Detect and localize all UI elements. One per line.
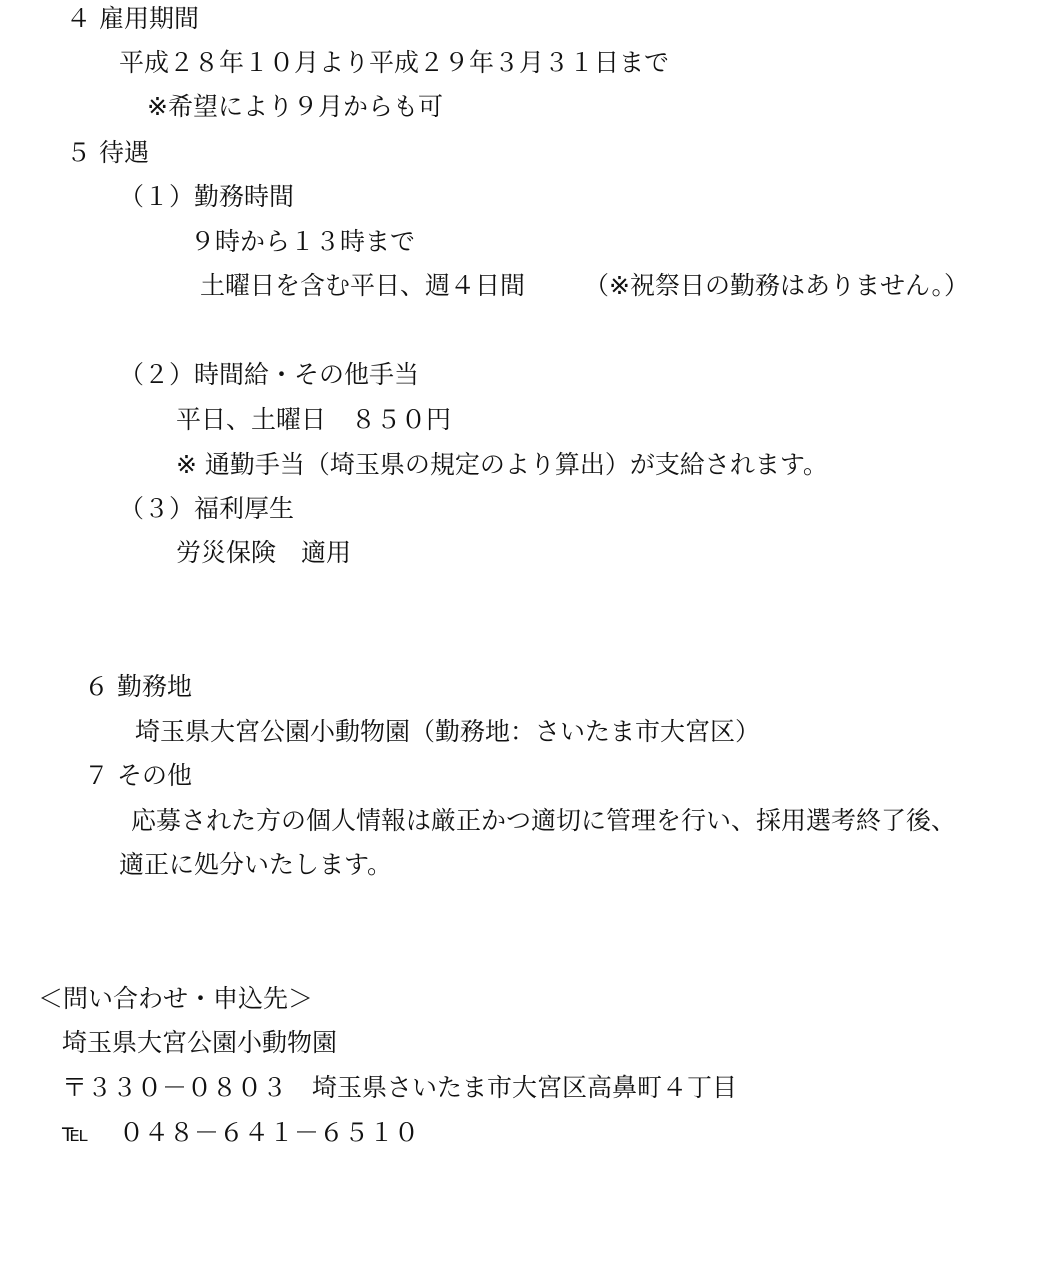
workplace-heading: ６ 勤務地 xyxy=(84,672,192,701)
contact-address: 〒３３０－０８０３ 埼玉県さいたま市大宮区高鼻町４丁目 xyxy=(62,1073,738,1102)
other-text-line1: 応募された方の個人情報は厳正かつ適切に管理を行い、採用選考終了後、 xyxy=(131,806,957,835)
wage-heading: （２）時間給・その他手当 xyxy=(119,360,420,389)
welfare-heading: （３）福利厚生 xyxy=(119,494,295,523)
welfare-insurance: 労災保険 適用 xyxy=(176,538,352,567)
work-hours-days: 土曜日を含む平日、週４日間 xyxy=(200,271,526,300)
other-text-line2: 適正に処分いたします。 xyxy=(119,850,393,879)
contact-heading: ＜問い合わせ・申込先＞ xyxy=(38,984,314,1013)
work-hours-time: ９時から１３時まで xyxy=(190,227,416,256)
contact-organization: 埼玉県大宮公園小動物園 xyxy=(62,1028,338,1057)
contact-tel-label: ℡ xyxy=(62,1118,89,1147)
employment-period-dates: 平成２８年１０月より平成２９年３月３１日まで xyxy=(119,48,670,77)
workplace-location: 埼玉県大宮公園小動物園（勤務地：さいたま市大宮区） xyxy=(135,717,761,746)
work-hours-holiday-note: （※祝祭日の勤務はありません。） xyxy=(584,271,969,300)
wage-rate: 平日、土曜日 ８５０円 xyxy=(176,405,452,434)
treatment-heading: ５ 待遇 xyxy=(66,138,149,167)
wage-commute-note: ※ 通勤手当（埼玉県の規定のより算出）が支給されます。 xyxy=(176,450,828,479)
work-hours-heading: （１）勤務時間 xyxy=(119,182,295,211)
contact-tel-number: ０４８－６４１－６５１０ xyxy=(119,1118,420,1147)
employment-period-note: ※希望により９月からも可 xyxy=(147,92,443,121)
other-heading: ７ その他 xyxy=(84,761,192,790)
employment-period-heading: ４ 雇用期間 xyxy=(66,4,199,33)
